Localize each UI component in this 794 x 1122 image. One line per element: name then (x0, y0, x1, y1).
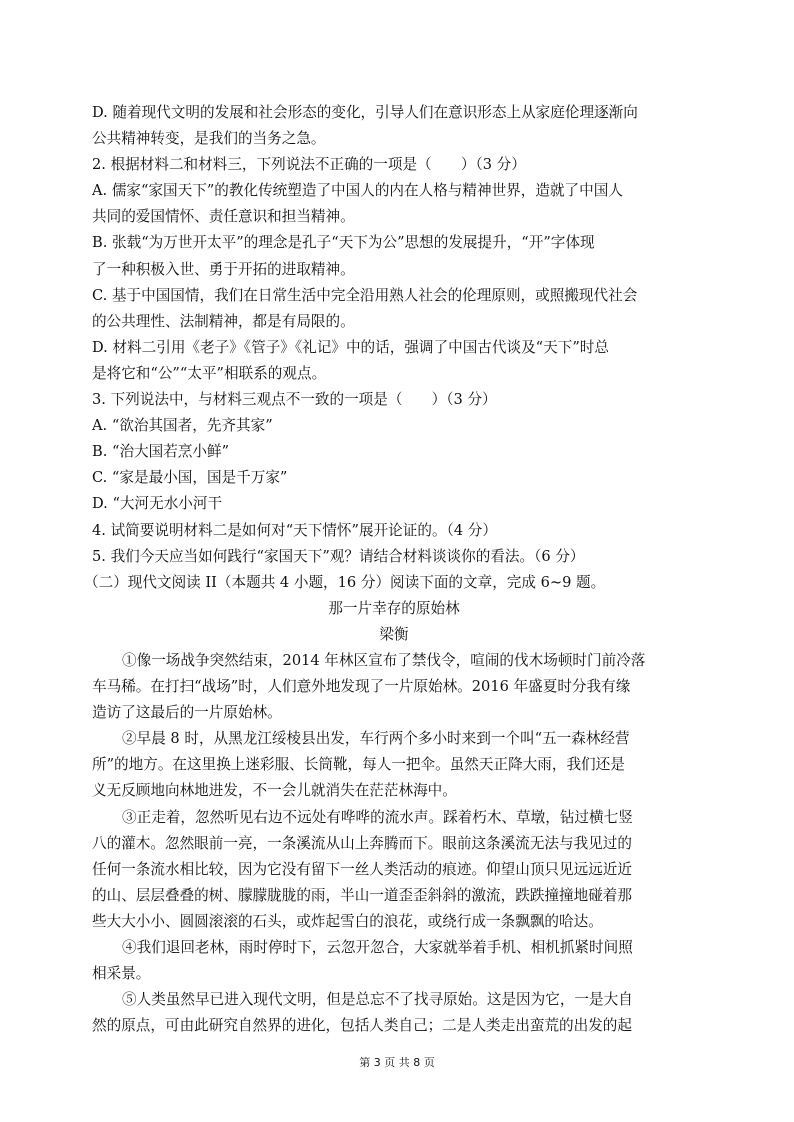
paragraph-2-line-2: 所”的地方。在这里换上迷彩服、长筒靴，每人一把伞。虽然天正降大雨，我们还是 (92, 756, 625, 774)
paragraph-4-line-1: ④我们退回老林，雨时停时下，云忽开忽合，大家就举着手机、相机抓紧时间照 (122, 939, 633, 956)
page-footer: 第 3 页 共 8 页 (359, 1056, 435, 1069)
q2-option-d-line-2: 是将它和“公”“太平”相联系的观点。 (92, 364, 327, 382)
q3-option-a: A. “欲治其国者，先齐其家” (92, 417, 273, 435)
q2-option-b-line-2: 了一种积极入世、勇于开拓的进取精神。 (92, 260, 355, 278)
question-3: 3. 下列说法中，与材料三观点不一致的一项是（ ）（3 分） (92, 391, 497, 409)
paragraph-3-line-3: 任何一条流水相比较，因为它没有留下一丝人类活动的痕迹。仰望山顶只见远远近近 (92, 860, 632, 878)
paragraph-1-line-1: ①像一场战争突然结束，2014 年林区宣布了禁伐令，喧闹的伐木场顿时门前冷落 (122, 651, 646, 669)
question-2: 2. 根据材料二和材料三，下列说法不正确的一项是（ ）（3 分） (92, 156, 526, 174)
option-d-line-2: 公共精神转变，是我们的当务之急。 (92, 130, 326, 148)
paragraph-1-line-3: 造访了这最后的一片原始林。 (92, 704, 282, 722)
article-author: 梁衡 (379, 625, 409, 643)
question-5: 5. 我们今天应当如何践行“家国天下”观？请结合材料谈谈你的看法。（6 分） (92, 547, 585, 565)
paragraph-3-line-1: ③正走着，忽然听见右边不远处有哗哗的流水声。踩着朽木、草墩，钻过横七竖 (122, 808, 633, 826)
article-title: 那一片幸存的原始林 (328, 599, 460, 617)
paragraph-4-line-2: 相采景。 (92, 965, 151, 983)
paragraph-3-line-2: 八的灌木。忽然眼前一亮，一条溪流从山上奔腾而下。眼前这条溪流无法与我见过的 (92, 834, 632, 852)
page-content (84, 100, 696, 1039)
q2-option-c-line-2: 的公共理性、法制精神，都是有局限的。 (92, 312, 355, 330)
paragraph-3-line-5: 些大大小小、圆圆滚滚的石头，或炸起雪白的浪花，或绕行成一条飘飘的哈达。 (92, 912, 603, 930)
q3-option-b: B. “治大国若烹小鲜” (92, 443, 230, 461)
paragraph-1-line-2: 车马稀。在打扫“战场”时，人们意外地发现了一片原始林。2016 年盛夏时分我有缘 (92, 678, 631, 696)
q2-option-d-line-1: D. 材料二引用《老子》《管子》《礼记》中的话，强调了中国古代谈及“天下”时总 (92, 338, 609, 356)
paragraph-5-line-1: ⑤人类虽然早已进入现代文明，但是总忘不了找寻原始。这是因为它，一是大自 (122, 991, 633, 1009)
q3-option-c: C. “家是最小国，国是千万家” (92, 469, 288, 487)
paragraph-2-line-1: ②早晨 8 时，从黑龙江绥棱县出发，车行两个多小时来到一个叫“五一森林经营 (122, 730, 630, 748)
option-d-line-1: D. 随着现代文明的发展和社会形态的变化，引导人们在意识形态上从家庭伦理逐渐向 (92, 104, 638, 121)
q2-option-a-line-1: A. 儒家“家国天下”的教化传统塑造了中国人的内在人格与精神世界，造就了中国人 (92, 182, 623, 200)
q2-option-c-line-1: C. 基于中国国情，我们在日常生活中完全沿用熟人社会的伦理原则，或照搬现代社会 (92, 286, 638, 304)
q2-option-b-line-1: B. 张载“为万世开太平”的理念是孔子“天下为公”思想的发展提升，“开”字体现 (92, 234, 595, 252)
paragraph-5-line-2: 然的原点，可由此研究自然界的进化，包括人类自己；二是人类走出蛮荒的出发的起 (92, 1017, 632, 1035)
q3-option-d: D. “大河无水小河干 (92, 495, 223, 513)
q2-option-a-line-2: 共同的爱国情怀、责任意识和担当精神。 (92, 208, 355, 226)
question-4: 4. 试简要说明材料二是如何对“天下情怀”展开论证的。（4 分） (92, 521, 497, 539)
paragraph-2-line-3: 义无反顾地向林地进发，不一会儿就消失在茫茫林海中。 (92, 782, 457, 800)
paragraph-3-line-4: 的山、层层叠叠的树、朦朦胧胧的雨，半山一道歪歪斜斜的激流，跌跌撞撞地碰着那 (92, 886, 632, 904)
section-heading: （二）现代文阅读 II（本题共 4 小题，16 分）阅读下面的文章，完成 6~9 题。 (84, 573, 606, 591)
